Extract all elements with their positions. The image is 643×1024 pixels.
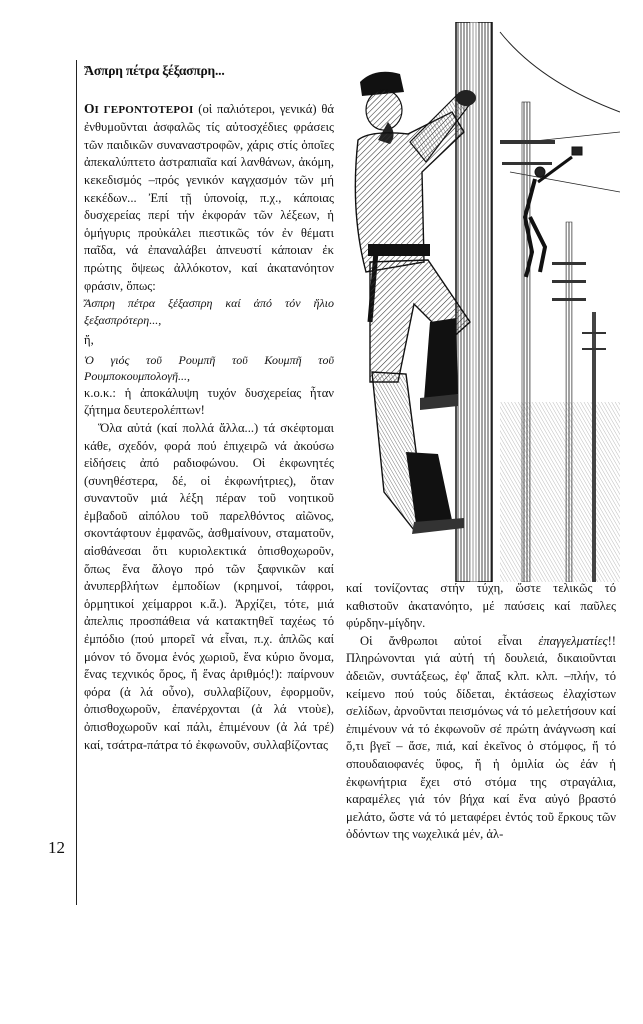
quote-2: Ὁ γιός τοῦ Ρουμπῆ τοῦ Κουμπῆ τοῦ Ρουμποκουμπολογῆ..., <box>84 352 334 384</box>
paragraph-5 <box>346 633 616 844</box>
page-number: 12 <box>48 838 65 857</box>
article-title: Ἄσπρη πέτρα ξέξασπρη... <box>84 63 225 78</box>
quote-1: Ἄσπρη πέτρα ξέξασπρη καί ἀπό τόν ἥλιο ξεξασπρότερη..., <box>84 296 334 327</box>
distant-climber <box>525 147 582 277</box>
left-text-column <box>84 62 334 754</box>
paragraph-1: (οἱ παλιότεροι, γενικά) θά ἐνθυμοῦνται ἀσφαλῶς τίς αὐτοσχέδιες φράσεις τῶν παιδικῶν συναναστροφῶν, χάρις στίς ὁποῖες ἀπεκαλύπτετο ἀστραπιαῖα καί λανθάνων, ἀκόμη, κεκεδισμός –πρός γενικόν καγχασμόν τῶν μή κεκέδων... Ἐπί τῇ ὑπονοίᾳ, π.χ., κάποιας δυσχερείας περί τήν ἐκφοράν τῶν λέξεων, ἡ ὁμήγυρις προὐκάλει πιεστικῶς τόν ἐν θέματι παῖδα, νά ἐπαναλάβει ἀπνευστί κάποιαν ἐκ πρώτης ὄψεως ἀλλόκοτον, καί ἀκατανόητον φράσιν, ὅπως: <box>84 101 334 293</box>
paragraph-2: κ.ο.κ.: ἡ ἀποκάλυψη τυχόν δυσχερείας ἦταν ζήτημα δευτερολέπτων! <box>84 385 334 418</box>
paragraph-4: καί τονίζοντας στήν τύχη, ὥστε τελικῶς τό καθιστοῦν ἀκατανόητο, μέ παύσεις καί παῦλες φύρδην-μίγδην. <box>346 581 616 631</box>
opening-paragraph <box>84 100 334 296</box>
lead-caps: Ι ΓΕΡΟΝΤΟΤΕΡΟΙ <box>94 103 194 116</box>
or-word: ἤ, <box>84 333 94 348</box>
right-text-column <box>346 580 616 844</box>
paragraph-5-rest: !! Πληρώνονται γιά αὐτή τή δουλειά, δικαιοῦνται ἀδειῶν, συντάξεως, ἐφ' ἅπαξ κλπ. κλπ. –πλήν, τό κείμενο πού τούς δίδεται, ἐκτάσεως ἐλαχίστων σελίδων, ἀρνοῦνται πεισμόνως νά τό μελετήσουν καί ἐπιμένουν νά τό ἐκφωνοῦν σέ πρώτη ἀνάγνωση καί ὅ,τι βγεῖ – ἄσε, πιά, καί ἐκεῖνος ὁ στόμφος, ἤ τό σπουδαιοφανές ὕφος, ἤ ἡ ὁμιλία ὡς ἐάν ἡ ἐκφωνήτρια ἔχει στό στόμα της στραγάλια, καραμέλες γιά τόν βήχα καί ἕνα αὐγό βραστό μελάτο, ὥστε νά τό μεταφέρει ἐντός τοῦ ἕρκους τῶν ὀδόντων της νωχελικά μέν, ἀλ- <box>346 633 616 842</box>
lead-letter: Ο <box>84 100 95 116</box>
paragraph-5-start: Οἱ ἄνθρωποι αὐτοί εἶναι <box>360 633 539 648</box>
lineman-illustration <box>340 22 620 582</box>
professionals-emphasis: ἐπαγγελματίες <box>538 633 608 648</box>
paragraph-3: Ὅλα αὐτά (καί πολλά ἄλλα...) τά σκέφτομαι κάθε, σχεδόν, φορά πού ἐπιχειρῶ νά ἀκούσω εἰδήσεις ἀπό ραδιοφώνου. Οἱ ἐκφωνητές (συνηθέστερα, δέ, οἱ ἐκφωνήτριες), ὅταν συναντοῦν μιά λέξη πέραν τοῦ νοητικοῦ ἐμβαδοῦ αἰπόλου τοῦ παρελθόντος αἰῶνος, σκοντάφτουν ἐμφανῶς, ἀσθμαίνουν, σταματοῦν, αἰσθάνεσαι ὅτι κυριολεκτικά ὀπισθοχωροῦν, ὅπως ἕνα ἄλογο πρό τῶν ξαφνικῶν καί ἀνυπερβλήτων ἐμποδίων (κρημνοί, τάφροι, ὁρμητικοί χείμαρροι κ.ἄ.). Ἀρχίζει, τότε, μιά ἀπελπις προσπάθεια νά κατακτηθεῖ ταχέως τό ἐμπόδιο (πού μπορεῖ νά εἶναι, π.χ. ἁπλῶς καί μόνον τό ὄνομα ἑνός χωριοῦ, ἕνα κύριο ὄνομα, ἕνας τεχνικός ὅρος, ἤ ἕνας ἀριθμός!): παίρνουν φόρα (ἀ λά οὖνο), συλλαβίζουν, ἐφορμοῦν, ὀπισθοχωροῦν, ἐπανέρχονται (ἀ λά ντοὺε), ὀπισθοχωροῦν καί πάλι, ἐπιμένουν (ἀ λά τρέ) καί, τσάτρα-πάτρα τό ἐκφωνοῦν, συλλαβίζοντας <box>84 420 334 752</box>
column-rule <box>76 60 77 905</box>
